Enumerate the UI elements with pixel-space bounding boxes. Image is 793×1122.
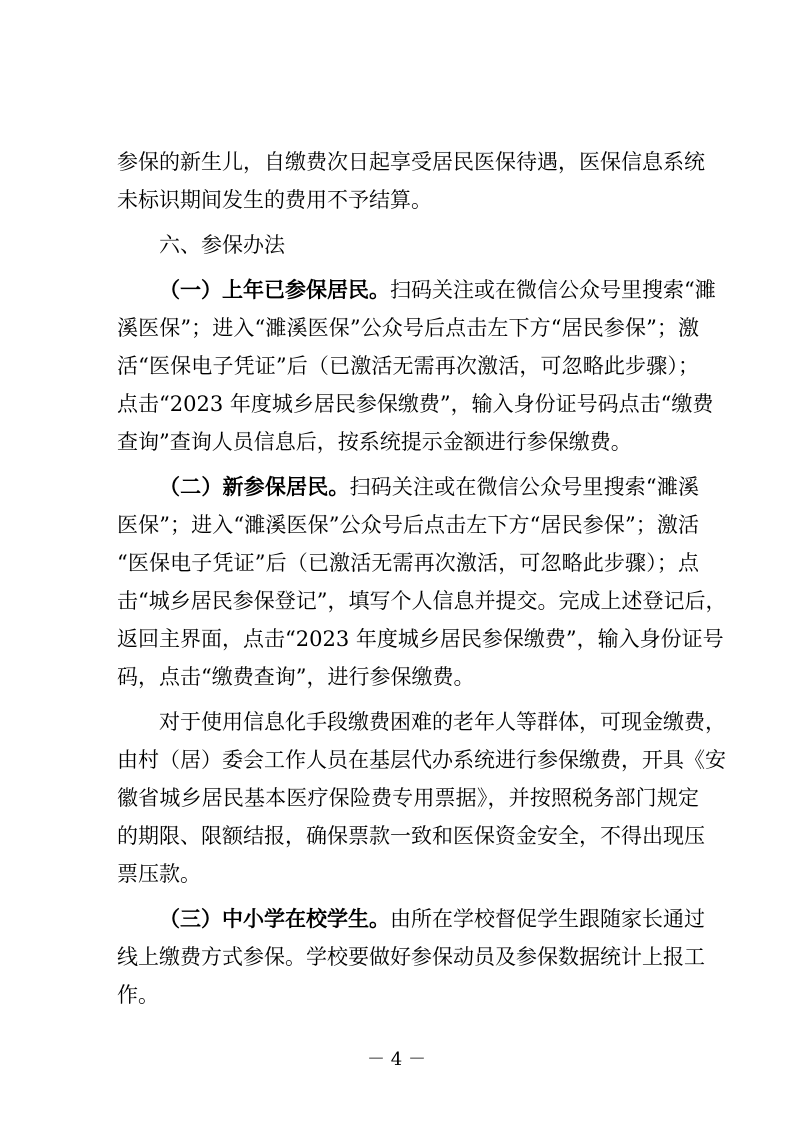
paragraph-line: 码，点击“缴费查询”，进行参保缴费。 xyxy=(117,665,475,689)
paragraph-line: 医保”；进入“濉溪医保”公众号后点击左下方“居民参保”；激活 xyxy=(117,513,699,537)
paragraph-line: “医保电子凭证”后（已激活无需再次激活，可忽略此步骤）；点 xyxy=(117,551,699,575)
paragraph-line: （二）新参保居民。扫码关注或在微信公众号里搜索“濉溪 xyxy=(159,474,700,499)
subsection-heading: （二）新参保居民。 xyxy=(159,474,350,499)
paragraph-line: 徽省城乡居民基本医疗保险费专用票据》，并按照税务部门规定 xyxy=(117,786,699,810)
paragraph-line: 线上缴费方式参保。学校要做好参保动员及参保数据统计上报工 xyxy=(117,945,705,969)
paragraph-line: 点击“2023 年度城乡居民参保缴费”，输入身份证号码点击“缴费 xyxy=(117,392,714,416)
section-heading: 六、参保办法 xyxy=(159,233,285,257)
paragraph-line: 由村（居）委会工作人员在基层代办系统进行参保缴费，开具《安 xyxy=(117,748,726,772)
document-body xyxy=(117,143,727,1014)
paragraph-line: 返回主界面，点击“2023 年度城乡居民参保缴费”，输入身份证号 xyxy=(117,627,724,651)
paragraph-line: 查询”查询人员信息后，按系统提示金额进行参保缴费。 xyxy=(117,430,632,454)
paragraph-line: 溪医保”；进入“濉溪医保”公众号后点击左下方“居民参保”；激 xyxy=(117,316,699,340)
subsection-heading: （三）中小学在校学生。 xyxy=(159,906,390,931)
paragraph-line: 的期限、限额结报，确保票款一致和医保资金安全，不得出现压 xyxy=(117,824,705,848)
paragraph-line: （三）中小学在校学生。由所在学校督促学生跟随家长通过 xyxy=(159,906,705,931)
paragraph-line: 作。 xyxy=(117,983,159,1007)
paragraph-line: 击“城乡居民参保登记”，填写个人信息并提交。完成上述登记后， xyxy=(117,589,727,613)
subsection-heading: （一）上年已参保居民。 xyxy=(159,277,390,302)
paragraph-line: 参保的新生儿，自缴费次日起享受居民医保待遇，医保信息系统 xyxy=(117,150,705,174)
paragraph-line: 活“医保电子凭证”后（已激活无需再次激活，可忽略此步骤）； xyxy=(117,354,699,378)
paragraph-line: 票压款。 xyxy=(117,862,201,886)
paragraph-line: 对于使用信息化手段缴费困难的老年人等群体，可现金缴费， xyxy=(159,710,726,734)
paragraph-line: 未标识期间发生的费用不予结算。 xyxy=(117,188,432,212)
paragraph-line: （一）上年已参保居民。扫码关注或在微信公众号里搜索“濉 xyxy=(159,277,716,302)
page-number: － 4 － xyxy=(367,1049,426,1070)
